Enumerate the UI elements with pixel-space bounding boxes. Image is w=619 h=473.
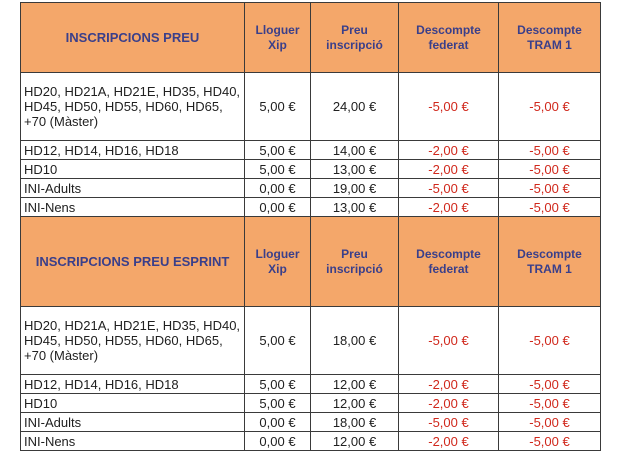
table-row — [21, 375, 601, 394]
row-federated-discount: -5,00 € — [399, 73, 499, 141]
row-federated-discount: -2,00 € — [399, 160, 499, 179]
row-price: 12,00 € — [311, 375, 399, 394]
row-tram1-discount: -5,00 € — [499, 394, 601, 413]
row-price: 13,00 € — [311, 160, 399, 179]
table-row — [21, 198, 601, 217]
price-table-sprint — [20, 216, 601, 451]
table-row — [21, 307, 601, 375]
row-chip-rental: 5,00 € — [245, 141, 311, 160]
row-tram1-discount: -5,00 € — [499, 73, 601, 141]
row-price: 18,00 € — [311, 413, 399, 432]
header-federated-discount: Descompte federat — [399, 217, 499, 307]
row-price: 13,00 € — [311, 198, 399, 217]
row-tram1-discount: -5,00 € — [499, 160, 601, 179]
row-chip-rental: 5,00 € — [245, 375, 311, 394]
row-tram1-discount: -5,00 € — [499, 307, 601, 375]
table-row — [21, 179, 601, 198]
table-header-row — [21, 3, 601, 73]
table-row — [21, 432, 601, 451]
row-category: INI-Nens — [21, 432, 245, 451]
row-chip-rental: 5,00 € — [245, 73, 311, 141]
row-category: INI-Adults — [21, 179, 245, 198]
row-chip-rental: 0,00 € — [245, 198, 311, 217]
row-federated-discount: -2,00 € — [399, 432, 499, 451]
price-table-standard — [20, 2, 601, 217]
table-row — [21, 141, 601, 160]
header-chip-rental: Lloguer Xip — [245, 217, 311, 307]
row-chip-rental: 5,00 € — [245, 307, 311, 375]
row-chip-rental: 5,00 € — [245, 394, 311, 413]
row-price: 24,00 € — [311, 73, 399, 141]
row-tram1-discount: -5,00 € — [499, 141, 601, 160]
row-category: HD20, HD21A, HD21E, HD35, HD40, HD45, HD50, HD55, HD60, HD65, +70 (Màster) — [21, 307, 245, 375]
table-row — [21, 73, 601, 141]
row-federated-discount: -5,00 € — [399, 179, 499, 198]
row-chip-rental: 0,00 € — [245, 413, 311, 432]
table-row — [21, 413, 601, 432]
header-category: INSCRIPCIONS PREU — [21, 3, 245, 73]
header-tram1-discount: Descompte TRAM 1 — [499, 3, 601, 73]
row-category: HD12, HD14, HD16, HD18 — [21, 375, 245, 394]
header-category: INSCRIPCIONS PREU ESPRINT — [21, 217, 245, 307]
row-tram1-discount: -5,00 € — [499, 198, 601, 217]
table-header-row — [21, 217, 601, 307]
row-federated-discount: -2,00 € — [399, 394, 499, 413]
row-category: HD10 — [21, 160, 245, 179]
row-federated-discount: -2,00 € — [399, 198, 499, 217]
row-price: 12,00 € — [311, 394, 399, 413]
row-category: HD20, HD21A, HD21E, HD35, HD40, HD45, HD50, HD55, HD60, HD65, +70 (Màster) — [21, 73, 245, 141]
row-chip-rental: 0,00 € — [245, 432, 311, 451]
header-price: Preu inscripció — [311, 217, 399, 307]
row-tram1-discount: -5,00 € — [499, 432, 601, 451]
row-category: HD10 — [21, 394, 245, 413]
row-tram1-discount: -5,00 € — [499, 179, 601, 198]
row-price: 12,00 € — [311, 432, 399, 451]
header-price: Preu inscripció — [311, 3, 399, 73]
table-row — [21, 394, 601, 413]
header-federated-discount: Descompte federat — [399, 3, 499, 73]
row-price: 19,00 € — [311, 179, 399, 198]
table-row — [21, 160, 601, 179]
header-chip-rental: Lloguer Xip — [245, 3, 311, 73]
header-tram1-discount: Descompte TRAM 1 — [499, 217, 601, 307]
row-federated-discount: -2,00 € — [399, 375, 499, 394]
row-federated-discount: -2,00 € — [399, 141, 499, 160]
row-category: INI-Adults — [21, 413, 245, 432]
row-chip-rental: 0,00 € — [245, 179, 311, 198]
row-category: INI-Nens — [21, 198, 245, 217]
row-tram1-discount: -5,00 € — [499, 413, 601, 432]
row-price: 18,00 € — [311, 307, 399, 375]
row-tram1-discount: -5,00 € — [499, 375, 601, 394]
row-chip-rental: 5,00 € — [245, 160, 311, 179]
row-price: 14,00 € — [311, 141, 399, 160]
row-federated-discount: -5,00 € — [399, 307, 499, 375]
row-category: HD12, HD14, HD16, HD18 — [21, 141, 245, 160]
row-federated-discount: -5,00 € — [399, 413, 499, 432]
